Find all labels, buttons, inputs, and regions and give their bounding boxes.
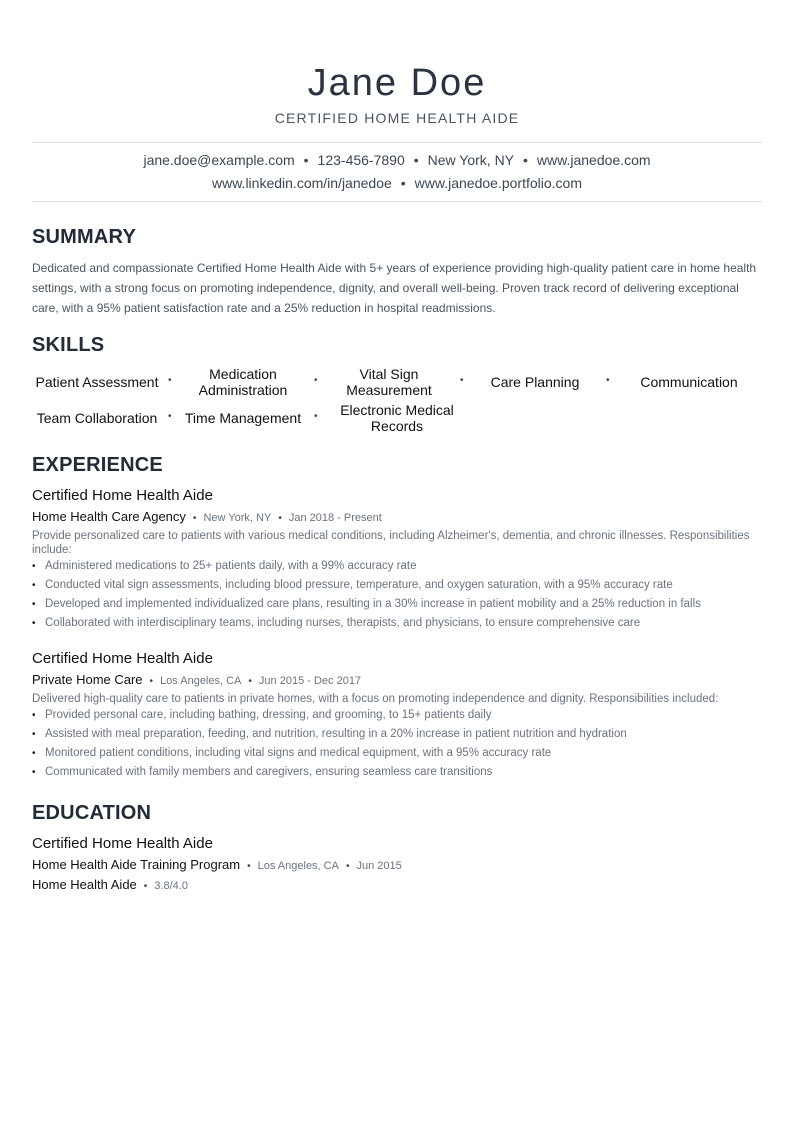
education-meta-separator: •: [247, 861, 251, 872]
education-school: Home Health Aide Training Program: [32, 857, 241, 872]
skill-item: Patient Assessment: [35, 374, 159, 390]
skill-item: Care Planning: [490, 374, 580, 390]
job-bullet-text: Administered medications to 25+ patients daily, with a 99% accuracy rate: [45, 560, 417, 572]
job-meta: [32, 672, 361, 687]
job-bullet-text: Communicated with family members and caregivers, ensuring seamless care transitions: [45, 766, 493, 778]
bullet-marker: •: [32, 729, 36, 740]
skill-separator: •: [314, 375, 318, 386]
bullet-marker: •: [32, 710, 36, 721]
job-bullet-text: Monitored patient conditions, including vital signs and medical equipment, with a 95% accuracy rate: [45, 747, 552, 759]
job-description: Delivered high-quality care to patients in private homes, with a focus on promoting independence and dignity. Responsibilities included:: [32, 693, 719, 705]
job-location: Los Angeles, CA: [160, 675, 242, 687]
job-bullet: [32, 617, 640, 629]
skill-item: Team Collaboration: [36, 410, 158, 426]
contact-phone[interactable]: 123-456-7890: [317, 152, 405, 168]
contact-separator: •: [400, 175, 406, 191]
summary-heading: SUMMARY: [32, 226, 136, 248]
bullet-marker: •: [32, 561, 36, 572]
candidate-name: Jane Doe: [307, 62, 487, 104]
education-heading: EDUCATION: [32, 802, 152, 824]
contact-separator: •: [413, 152, 419, 168]
job-meta-separator: •: [149, 676, 154, 687]
contact-separator: •: [523, 152, 528, 168]
job-meta-separator: •: [278, 513, 282, 524]
skill-item: Time Management: [184, 410, 302, 426]
skill-item: Electronic Medical Records: [340, 402, 454, 434]
job-bullet: [32, 598, 701, 610]
job-bullet: [32, 560, 417, 572]
job-dates: Jan 2018 - Present: [288, 512, 382, 524]
job-bullet: [32, 728, 627, 740]
contact-linkedin[interactable]: www.linkedin.com/in/janedoe: [212, 175, 392, 191]
candidate-title: CERTIFIED HOME HEALTH AIDE: [274, 110, 520, 126]
education-degree: Certified Home Health Aide: [32, 835, 213, 852]
contact-separator: •: [303, 152, 309, 168]
skills-heading: SKILLS: [32, 334, 105, 356]
job-bullet: [32, 747, 551, 759]
education-meta-separator: •: [143, 881, 148, 892]
job-bullet-text: Collaborated with interdisciplinary teams, including nurses, therapists, and physicians, to ensure comprehensive care: [45, 617, 641, 629]
job-title: Certified Home Health Aide: [32, 650, 213, 667]
header-divider-bottom: [32, 201, 762, 202]
bullet-marker: •: [32, 618, 36, 629]
job-bullet-text: Assisted with meal preparation, feeding, and nutrition, resulting in a 20% increase in patient nutrition and hydration: [45, 728, 627, 740]
skill-separator: •: [168, 411, 172, 422]
skill-item: Vital Sign Measurement: [346, 366, 432, 398]
contact-location: New York, NY: [427, 152, 515, 168]
skill-separator: •: [606, 375, 610, 386]
education-date: Jun 2015: [356, 860, 402, 872]
job-company: Home Health Care Agency: [32, 509, 186, 524]
contact-line-primary: [32, 152, 762, 168]
job-bullet-text: Conducted vital sign assessments, including blood pressure, temperature, and oxygen saturation, with a 95% accuracy rate: [45, 579, 673, 591]
contact-line-secondary: [32, 175, 762, 191]
job-bullet: [32, 766, 492, 778]
experience-heading: EXPERIENCE: [32, 454, 163, 476]
skill-item: Medication Administration: [198, 366, 288, 398]
job-title: Certified Home Health Aide: [32, 487, 213, 504]
education-field-row: [32, 877, 188, 892]
contact-portfolio[interactable]: www.janedoe.portfolio.com: [414, 175, 582, 191]
job-company: Private Home Care: [32, 672, 143, 687]
job-meta: [32, 509, 382, 524]
bullet-marker: •: [32, 748, 36, 759]
contact-website[interactable]: www.janedoe.com: [536, 152, 651, 168]
job-bullet-text: Developed and implemented individualized care plans, resulting in a 30% increase in patient mobility and a 25% reduction in falls: [45, 598, 701, 610]
header-divider-top: [32, 142, 762, 143]
education-gpa: 3.8/4.0: [154, 880, 188, 892]
job-bullet-text: Provided personal care, including bathing, dressing, and grooming, to 15+ patients daily: [45, 709, 492, 721]
job-bullet: [32, 709, 492, 721]
job-dates: Jun 2015 - Dec 2017: [258, 675, 362, 687]
bullet-marker: •: [32, 599, 36, 610]
education-meta: [32, 857, 402, 872]
job-meta-separator: •: [248, 676, 252, 687]
job-bullet: [32, 579, 673, 591]
education-meta-separator: •: [345, 861, 350, 872]
education-field: Home Health Aide: [32, 877, 137, 892]
summary-text: Dedicated and compassionate Certified Home Health Aide with 5+ years of experience providing high-quality patient care in home health settings, with a strong focus on promoting independence, dignity, and overall well-being. Proven track record of delivering exceptional care, with a 95% patient satisfaction rate and a 25% reduction in hospital readmissions.: [32, 261, 757, 315]
education-location: Los Angeles, CA: [257, 860, 339, 872]
job-description: Provide personalized care to patients with various medical conditions, including Alzheimer's, dementia, and chronic illnesses. Responsibilities include:: [32, 530, 750, 556]
skill-separator: •: [314, 411, 318, 422]
bullet-marker: •: [32, 580, 36, 591]
job-meta-separator: •: [192, 513, 197, 524]
bullet-marker: •: [32, 767, 36, 778]
job-location: New York, NY: [203, 512, 272, 524]
skill-separator: •: [460, 375, 464, 386]
contact-email[interactable]: jane.doe@example.com: [143, 152, 295, 168]
skill-separator: •: [168, 375, 172, 386]
skill-item: Communication: [640, 374, 738, 390]
